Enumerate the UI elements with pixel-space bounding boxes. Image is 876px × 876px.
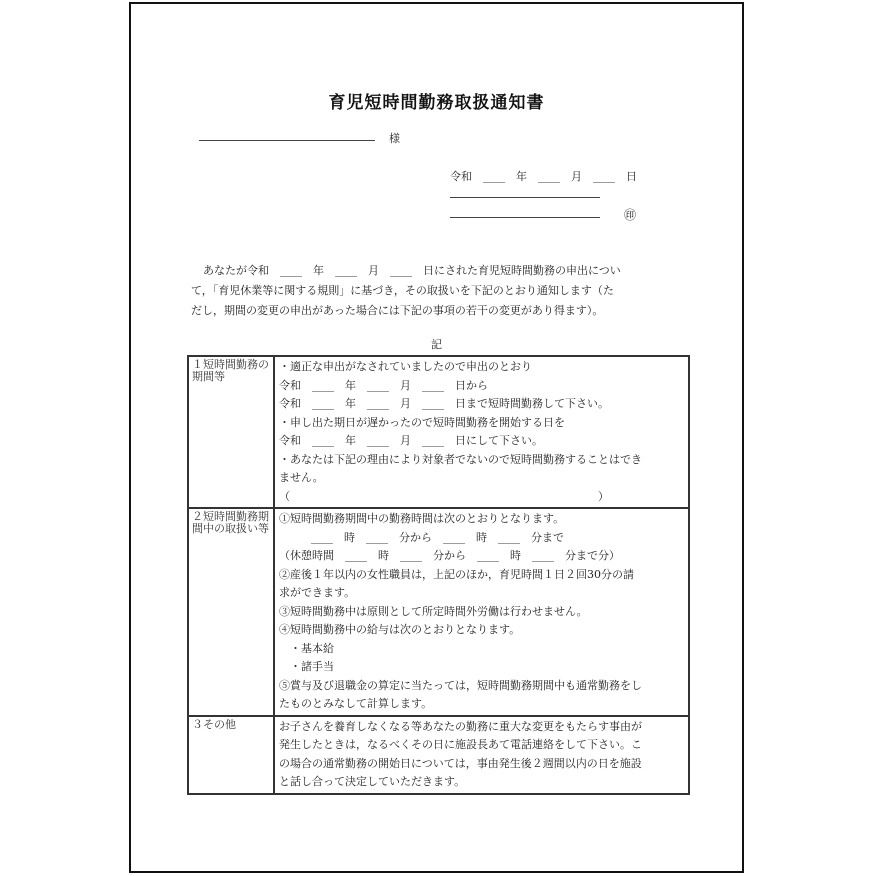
- section-body: [274, 508, 689, 716]
- table-row: [188, 356, 689, 508]
- table-row: [188, 716, 689, 794]
- section-heading: １短時間勤務の期間等: [188, 356, 274, 508]
- section-line: ⑤賞与及び退職金の算定に当たっては，短時間勤務期間中も通常勤務をし: [279, 678, 642, 692]
- section-line: ・諸手当: [279, 660, 334, 673]
- addressee-line[interactable]: [199, 140, 375, 141]
- reason-blank[interactable]: （ ）: [279, 489, 609, 503]
- document-title: 育児短時間勤務取扱通知書: [328, 93, 545, 113]
- section-line: ません。: [279, 471, 324, 484]
- ki-heading: 記: [431, 338, 442, 351]
- document-page: [129, 2, 744, 873]
- section-line: ・あなたは下記の理由により対象者でないので短時間勤務することはでき: [279, 452, 642, 466]
- section-line: ・申し出た期日が遅かったので短時間勤務を開始する日を: [279, 415, 565, 429]
- section-line: たものとみなして計算します。: [279, 697, 433, 710]
- section-line: お子さんを養育しなくなる等あなたの勤務に重大な変更をもたらす事由が: [279, 719, 642, 733]
- section-line[interactable]: 令和 ____ 年 ____ 月 ____ 日から: [279, 378, 488, 392]
- section-body: [274, 356, 689, 508]
- section-line: ・基本給: [279, 641, 334, 655]
- notice-table: [187, 355, 690, 795]
- section-line[interactable]: 令和 ____ 年 ____ 月 ____ 日まで短時間勤務して下さい。: [279, 397, 609, 410]
- section-body: [274, 716, 689, 794]
- section-line: ②産後１年以内の女性職員は，上記のほか，育児時間１日２回30分の請: [279, 567, 634, 581]
- intro-line: あなたが令和 ____ 年 ____ 月 ____ 日にされた育児短時間勤務の申出につい: [203, 264, 621, 277]
- section-line: 求ができます。: [279, 586, 356, 599]
- section-line: ①短時間勤務期間中の勤務時間は次のとおりとなります。: [279, 512, 565, 525]
- intro-line: て，「育児休業等に関する規則」に基づき，その取扱いを下記のとおり通知します（た: [191, 284, 614, 297]
- addressee-suffix: 様: [389, 132, 400, 145]
- section-line: の場合の通常勤務の開始日については，事由発生後２週間以内の日を施設: [279, 756, 642, 770]
- section-line: ③短時間勤務中は原則として所定時間外労働は行わせません。: [279, 604, 588, 618]
- section-line[interactable]: ____ 時 ____ 分から ____ 時 ____ 分まで: [289, 530, 564, 544]
- sender-line-1[interactable]: [450, 197, 600, 198]
- intro-paragraph: [191, 261, 691, 321]
- sender-line-2[interactable]: [450, 217, 600, 218]
- date-line[interactable]: 令和 ____ 年 ____ 月 ____ 日: [450, 170, 637, 183]
- section-heading: ２短時間勤務期間中の取扱い等: [188, 508, 274, 716]
- section-line: ・適正な申出がなされていましたので申出のとおり: [279, 360, 532, 373]
- seal-mark: ㊞: [624, 208, 637, 222]
- section-line[interactable]: （休憩時間 ____ 時 ____ 分から ____ 時 ____ 分まで分）: [279, 549, 620, 562]
- section-line: と話し合って決定していただきます。: [279, 775, 466, 788]
- section-line: ④短時間勤務中の給与は次のとおりとなります。: [279, 623, 521, 636]
- section-line: 発生したときは，なるべくその日に施設長あて電話連絡をして下さい。こ: [279, 738, 642, 751]
- table-row: [188, 508, 689, 716]
- section-line[interactable]: 令和 ____ 年 ____ 月 ____ 日にして下さい。: [279, 434, 543, 447]
- intro-line: だし，期間の変更の申出があった場合には下記の事項の若干の変更があり得ます）。: [191, 304, 604, 317]
- section-heading: ３その他: [188, 716, 274, 794]
